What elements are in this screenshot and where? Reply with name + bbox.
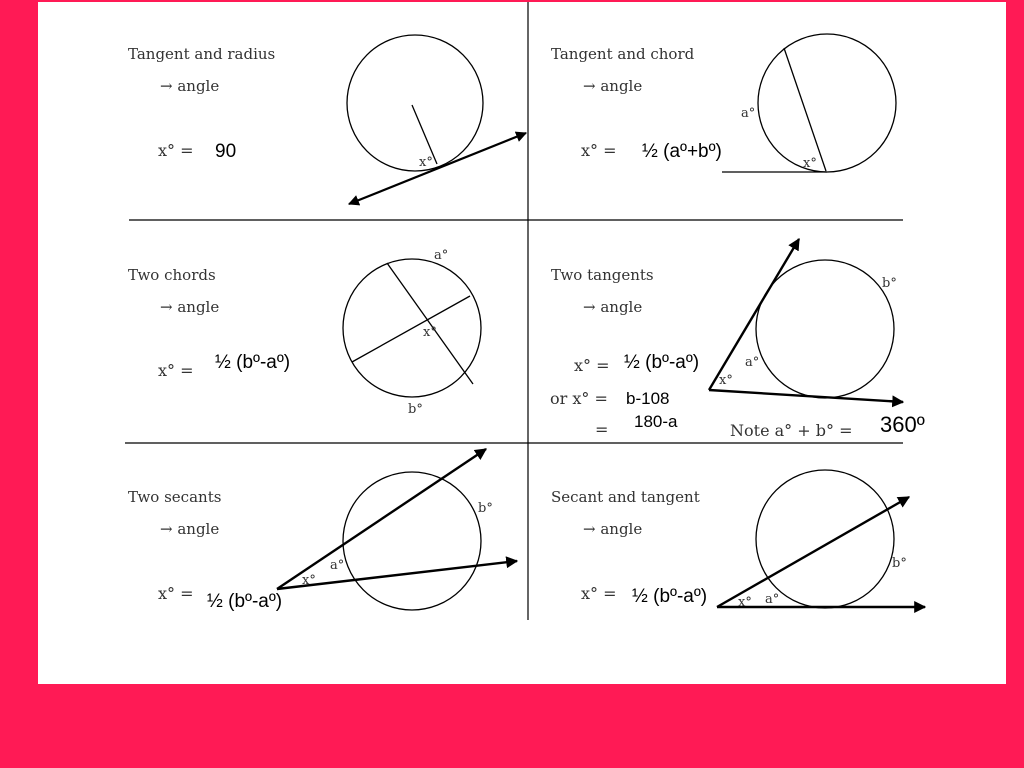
circle [756,470,894,608]
x-angle-label: x° [419,155,433,170]
chord-line [784,48,826,171]
two-chords-title: Two chords [128,266,216,284]
tangent-chord-answer: ½ (aº+bº) [642,141,722,162]
two-tangents-x-equals: x° = [574,356,610,375]
circle [756,260,894,398]
two-tangents-note: Note a° + b° = [730,421,853,440]
circle [347,35,483,171]
a-arc-label: a° [765,592,780,607]
x-angle-label: x° [302,573,316,588]
a-arc-label: a° [434,248,449,263]
x-angle-label: x° [738,595,752,610]
b-arc-label: b° [478,501,493,516]
two-secants-arrow-angle: → angle [160,520,220,538]
two-secants-diagram [277,449,517,610]
chord-1 [387,263,473,384]
two-tangents-answer: ½ (bº-aº) [624,352,700,373]
secant-ray [717,497,909,607]
x-angle-label: x° [719,373,733,388]
circle [758,34,896,172]
b-arc-label: b° [892,556,907,571]
tangent-radius-title: Tangent and radius [128,45,276,63]
two-chords-answer: ½ (bº-aº) [215,352,291,373]
tangent-line [349,133,526,204]
two-tangents-equals-3: = [595,420,609,439]
a-arc-label: a° [741,106,756,121]
two-tangents-arrow-angle: → angle [583,298,643,316]
tangent-radius-arrow-angle: → angle [160,77,220,95]
tangent-chord-title: Tangent and chord [551,45,695,63]
two-tangents-title: Two tangents [551,266,654,284]
two-secants-title: Two secants [128,488,222,506]
two-tangents-or-x-equals: or x° = [550,389,608,408]
chord-2 [352,296,470,362]
a-arc-label: a° [745,355,760,370]
tangent-ray-2 [709,390,903,402]
two-chords-diagram [343,248,481,417]
tangent-chord-x-equals: x° = [581,141,617,160]
x-angle-label: x° [803,156,817,171]
secant-tangent-diagram [717,470,925,610]
secant-tangent-x-equals: x° = [581,584,617,603]
tangent-radius-x-equals: x° = [158,141,194,160]
two-chords-x-equals: x° = [158,361,194,380]
circle [343,472,481,610]
two-tangents-answer-3: 180-a [634,412,678,431]
x-angle-label: x° [423,325,437,340]
b-arc-label: b° [882,276,897,291]
two-tangents-diagram [709,239,903,402]
tangent-chord-diagram [722,34,896,172]
tangent-radius-diagram [347,35,526,204]
secant-tangent-answer: ½ (bº-aº) [632,586,708,607]
two-secants-x-equals: x° = [158,584,194,603]
a-arc-label: a° [330,558,345,573]
grid-lines [125,2,903,620]
two-tangents-note-answer: 360º [880,412,925,437]
two-secants-answer: ½ (bº-aº) [207,591,283,612]
tangent-radius-answer: 90 [215,141,237,162]
secant-tangent-title: Secant and tangent [551,488,700,506]
b-arc-label: b° [408,402,423,417]
two-chords-arrow-angle: → angle [160,298,220,316]
secant-tangent-arrow-angle: → angle [583,520,643,538]
two-tangents-answer-2: b-108 [626,389,670,408]
tangent-chord-arrow-angle: → angle [583,77,643,95]
